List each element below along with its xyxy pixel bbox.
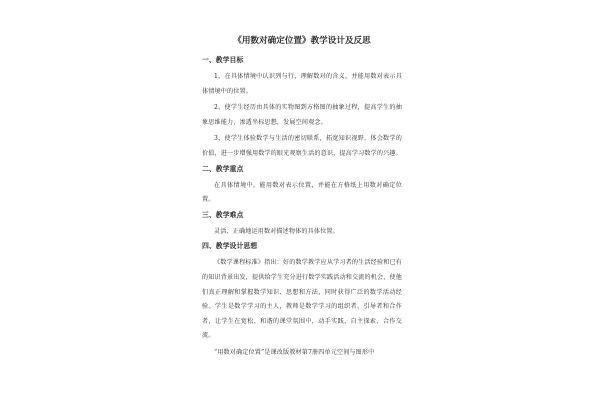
paragraph: 1、在具体情境中认识列与行，理解数对的含义，并能用数对表示具体情境中的位置。 (202, 73, 402, 95)
document-body (202, 34, 402, 363)
section-heading: 二、教学重点 (202, 164, 244, 173)
paragraph: “用数对确定位置”是课改版教材第7册四单元空间与图形中 (214, 348, 375, 356)
section-design-ideas (202, 241, 402, 360)
section-heading: 四、教学设计思想 (202, 242, 258, 251)
paragraph: 3、使学生体验数学与生活的密切联系，拓宽知识视野，体会数学的价值，进一步增强用数学的眼光观察生活的意识，提高学习数学的兴趣。 (202, 135, 402, 157)
section-objectives (202, 55, 402, 162)
paragraph: 《数学课程标准》指出：好的数学教学应从学习者的生活经验和已有的知识背景出发，提供给学生充分进行数学实践活动和交流的机会，使他们真正理解和掌握数学知识、思想和方法，同时获得广泛的数学活动经验。学生是数学学习的主人，教师是数学学习的组织者、引导者和合作者，让学生在宽松、和谐的课堂氛围中，动手实践、自主探索、合作交流。 (202, 259, 402, 340)
section-heading: 一、教学目标 (202, 56, 244, 64)
section-heading: 三、教学难点 (202, 210, 244, 219)
section-difficulties (202, 210, 402, 240)
document-title: 《用数对确定位置》教学设计及反思 (233, 36, 371, 46)
section-key-points (202, 164, 402, 208)
paragraph: 灵活、正确地运用数对描述物体的具体位置。 (214, 227, 339, 235)
paragraph: 在具体情境中，能用数对表示位置，并能在方格纸上用数对确定位置。 (202, 181, 402, 204)
paragraph: 2、使学生经历由具体的实物图到方格图的抽象过程，提高学生的抽象思维能力，渗透坐标思想，发展空间观念。 (202, 104, 402, 126)
